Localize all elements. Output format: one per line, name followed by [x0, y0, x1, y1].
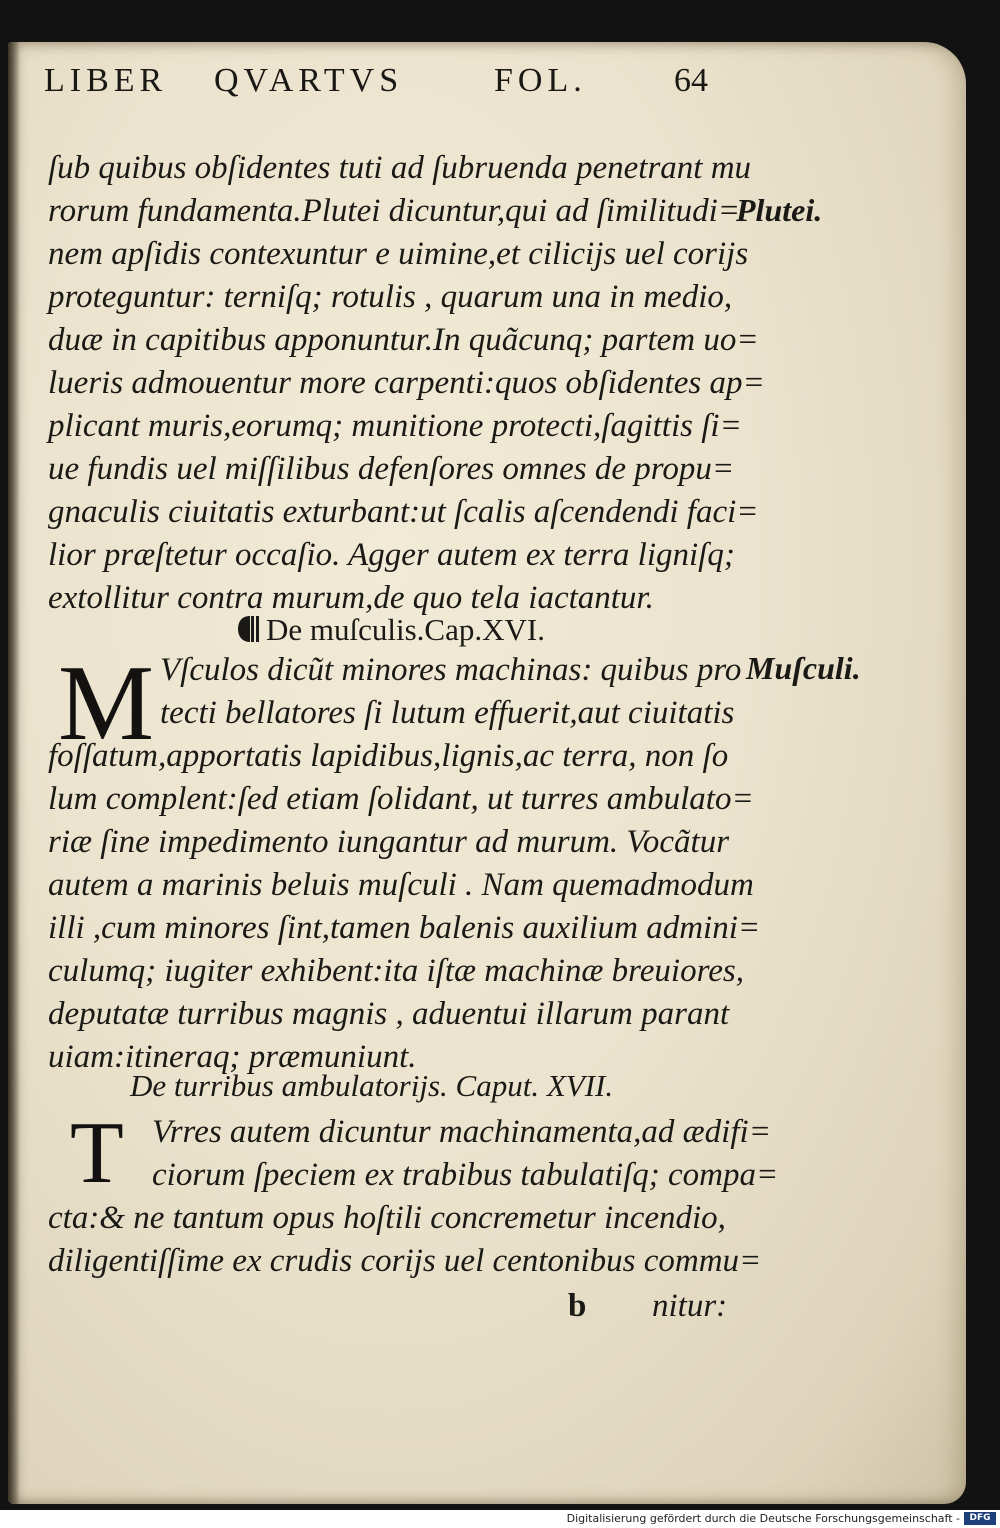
drop-initial-t: T: [70, 1105, 124, 1202]
chapter-heading-16: [236, 612, 545, 648]
running-head: [44, 62, 744, 106]
margin-note-plutei: Plutei.: [736, 192, 823, 228]
text-line: lueris admouentur more carpenti:quos obſidentes ap=: [48, 365, 765, 401]
text-line: foſſatum,apportatis lapidibus,lignis,ac terra, non ſo: [48, 738, 729, 774]
text-line: lum complent:ſed etiam ſolidant, ut turres ambulato=: [48, 781, 754, 817]
text-line: duæ in capitibus apponuntur.In quãcunq; partem uo=: [48, 322, 759, 358]
text-line: Vſculos dicũt minores machinas: quibus pro: [160, 652, 742, 688]
page-gutter-shadow: [8, 42, 20, 1504]
signature-mark: b: [568, 1288, 587, 1324]
text-line: plicant muris,eorumq; munitione protecti,ſagittis ſi=: [48, 408, 742, 444]
text-line: deputatæ turribus magnis , aduentui illarum parant: [48, 996, 730, 1032]
text-line: riæ ſine impedimento iungantur ad murum. Vocãtur: [48, 824, 730, 860]
catchword: nitur:: [652, 1288, 728, 1324]
text-line: illi ,cum minores ſint,tamen balenis auxilium admini=: [48, 910, 761, 946]
pilcrow-icon: [236, 614, 260, 644]
text-line: rorum fundamenta.Plutei dicuntur,qui ad ſimilitudi=: [48, 193, 741, 229]
running-head-quartus: QVARTVS: [214, 62, 404, 99]
chapter-heading-17: De turribus ambulatorijs. Caput. XVII.: [130, 1068, 614, 1103]
running-head-liber: LIBER: [44, 62, 168, 99]
dfg-logo: DFG: [964, 1512, 996, 1525]
text-line: tecti bellatores ſi lutum effuerit,aut ciuitatis: [160, 695, 735, 731]
text-line: proteguntur: terniſq; rotulis , quarum una in medio,: [48, 279, 733, 315]
text-line: uiam:itineraq; præmuniunt.: [48, 1039, 417, 1075]
text-line: nem apſidis contexuntur e uimine,et cilicijs uel corijs: [48, 236, 749, 272]
text-line: lior præſtetur occaſio. Agger autem ex terra ligniſq;: [48, 537, 735, 573]
footer-credit: Digitalisierung gefördert durch die Deutsche Forschungsgemeinschaft -: [566, 1512, 960, 1525]
text-line: ue fundis uel miſſilibus defenſores omnes de propu=: [48, 451, 735, 487]
running-head-fol: FOL.: [494, 62, 587, 99]
drop-initial-m: M: [58, 644, 155, 763]
folio-number: 64: [674, 62, 708, 99]
text-line: cta:& ne tantum opus hoſtili concremetur incendio,: [48, 1200, 726, 1236]
text-line: autem a marinis beluis muſculi . Nam quemadmodum: [48, 867, 754, 903]
chapter-heading-16-text: De muſculis.Cap.XVI.: [266, 612, 545, 647]
margin-note-musculi: Muſculi.: [746, 650, 861, 686]
text-line: extollitur contra murum,de quo tela iactantur.: [48, 580, 654, 616]
text-line: culumq; iugiter exhibent:ita iſtæ machinæ breuiores,: [48, 953, 744, 989]
text-line: ciorum ſpeciem ex trabibus tabulatiſq; compa=: [152, 1157, 779, 1193]
text-line: Vrres autem dicuntur machinamenta,ad ædifi=: [152, 1114, 771, 1150]
text-line: ſub quibus obſidentes tuti ad ſubruenda penetrant mu: [48, 150, 752, 186]
footer-bar: [0, 1510, 1000, 1528]
text-line: gnaculis ciuitatis exturbant:ut ſcalis aſcendendi faci=: [48, 494, 759, 530]
text-line: diligentiſſime ex crudis corijs uel centonibus commu=: [48, 1243, 762, 1279]
